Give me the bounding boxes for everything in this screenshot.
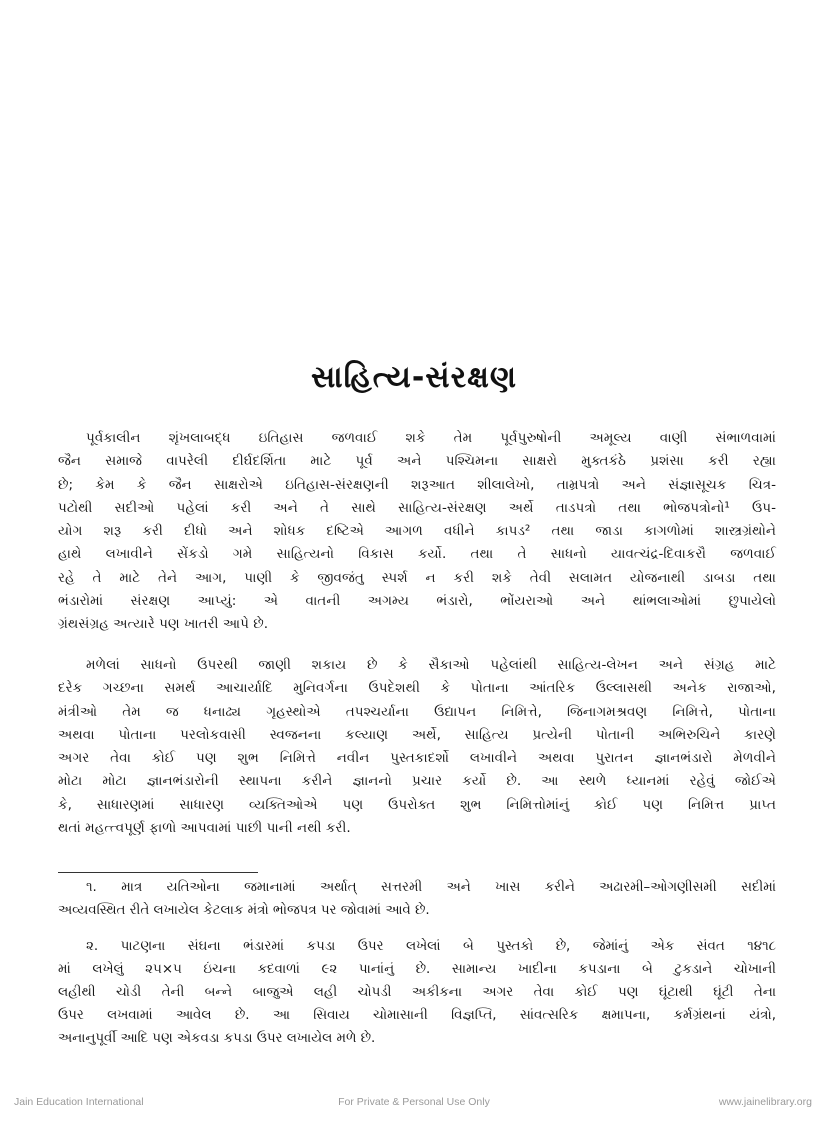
footnote-divider — [58, 872, 258, 873]
footnote-1 — [58, 876, 776, 922]
paragraph-line: અગર તેવા કોઈ પણ શુભ નિમિત્તે નવીન પુસ્તકાદર્શો લખાવીને અથવા પુરાતન જ્ઞાનભંડારો મેળવીને — [58, 750, 776, 767]
paragraph-line: પૂર્વકાલીન શૃંખલાબદ્ધ ઇતિહાસ જળવાઈ શકે તેમ પૂર્વપુરુષોની અમૂલ્ય વાણી સંભાળવામાં — [86, 430, 776, 446]
paragraph-line: મોટા મોટા જ્ઞાનભંડારોની સ્થાપના કરીને જ્ઞાનનો પ્રચાર કર્યો છે. આ સ્થળે ધ્યાનમાં રહેવું જોઈએ — [58, 773, 776, 790]
paragraph-1 — [58, 427, 776, 637]
paragraph-line: જૈન સમાજે વાપરેલી દીર્ઘદર્શિતા માટે પૂર્વ અને પશ્ચિમના સાક્ષરો મુક્તકંઠે પ્રશંસા કરી રહ્યા — [58, 453, 776, 470]
footnote-line: ૧. માત્ર યતિઓના જમાનામાં અર્થાત્ સત્તરમી અને ખાસ કરીને અઢારમી–ઓગણીસમી સદીમાં — [86, 880, 776, 895]
paragraph-line: રહે તે માટે તેને આગ, પાણી કે જીવજંતુ સ્પર્શ ન કરી શકે તેવી સલામત યોજનાથી ડાબડા તથા — [58, 569, 776, 586]
footnote-line: ઉપર લખવામાં આવેલ છે. આ સિવાય ચોમાસાની વિજ્ઞપ્તિ, સાંવત્સરિક ક્ષમાપના, કર્મગ્રંથનાં યંત્રો, — [58, 1008, 776, 1023]
footer-publisher: Jain Education International — [14, 1096, 144, 1108]
paragraph-line: થતાં મહત્ત્વપૂર્ણ ફાળો આપવામાં પાછી પાની નથી કરી. — [58, 820, 351, 837]
paragraph-line: હાથે લખાવીને સેંકડો ગમે સાહિત્યનો વિકાસ કર્યો. તથા તે સાધનો યાવત્ચંદ્ર-દિવાકરૌ જળવાઈ — [58, 546, 776, 563]
paragraph-2 — [58, 654, 776, 840]
footnote-line: માં લખેલું ૨૫×૫ ઇંચના કદવાળાં ૯૨ પાનાંનું છે. સામાન્ય ખાદીના કપડાના બે ટુકડાને ચોખાની — [58, 962, 776, 977]
page-title: સાહિત્ય-સંરક્ષણ — [310, 360, 518, 395]
paragraph-line: યોગ શરૂ કરી દીધો અને શોધક દષ્ટિએ આગળ વધીને કાપડ² તથા જાડા કાગળોમાં શાસ્ત્રગ્રંથોને — [58, 523, 776, 540]
footnote-line: અનાનુપૂર્વી આદિ પણ એકવડા કપડા ઉપર લખાયેલ મળે છે. — [58, 1031, 376, 1046]
footnote-line: ૨. પાટણના સંઘના ભંડારમાં કપડા ઉપર લખેલાં બે પુસ્તકો છે, જેમાંનું એક સંવત ૧૪૧૮ — [86, 939, 776, 954]
paragraph-line: કે, સાધારણમાં સાધારણ વ્યક્તિઓએ પણ ઉપરોક્ત શુભ નિમિત્તોમાંનું કોઈ પણ નિમિત્ત પ્રાપ્ત — [58, 796, 776, 813]
paragraph-line: મંત્રીઓ તેમ જ ધનાઢ્ય ગૃહસ્થોએ તપશ્ચર્યાના ઉદ્યાપન નિમિત્તે, જિનાગમશ્રવણ નિમિત્તે, પોતાના — [58, 703, 776, 720]
paragraph-line: મળેલાં સાધનો ઉપરથી જાણી શકાય છે કે સૈકાઓ પહેલાંથી સાહિત્ય-લેખન અને સંગ્રહ માટે — [86, 657, 776, 673]
paragraph-line: છે; કેમ કે જૈન સાક્ષરોએ ઇતિહાસ-સંરક્ષણની શરૂઆત શીલાલેખો, તામ્રપત્રો અને સંજ્ઞાસૂચક ચિત્ર- — [58, 476, 776, 493]
page-footer — [0, 1096, 828, 1116]
footer-usage-notice: For Private & Personal Use Only — [338, 1096, 490, 1108]
paragraph-line: ભંડારોમાં સંરક્ષણ આપ્યું: એ વાતની અગમ્ય ભંડારો, ભોંયરાઓ અને થાંભલાઓમાં છુપાયેલો — [58, 593, 776, 610]
paragraph-line: પટોથી સદીઓ પહેલાં કરી અને તે સાથે સાહિત્ય-સંરક્ષણ અર્થે તાડપત્રો તથા ભોજપત્રોનો¹ ઉપ- — [58, 499, 776, 516]
paragraph-line: ગ્રંથસંગ્રહ અત્યારે પણ ખાતરી આપે છે. — [58, 616, 269, 633]
paragraph-line: અથવા પોતાના પરલોકવાસી સ્વજનના કલ્યાણ અર્થે, સાહિત્ય પ્રત્યેની પોતાની અભિરુચિને કારણે — [58, 726, 776, 743]
paragraph-line: દરેક ગચ્છના સમર્થ આચાર્યાદિ મુનિવર્ગના ઉપદેશથી કે પોતાના આંતરિક ઉલ્લાસથી અનેક રાજાઓ, — [58, 680, 776, 697]
footnote-2 — [58, 935, 776, 1050]
footer-website-link[interactable]: www.jainelibrary.org — [718, 1096, 812, 1108]
footnote-line: લહીથી ચોડી તેની બન્ને બાજુએ લહી ચોપડી અકીકના અગર તેવા કોઈ પણ ઘૂંટાથી ઘૂંટી તેના — [58, 985, 776, 1000]
footnote-line: અવ્યવસ્થિત રીતે લખાયેલ કેટલાક મંત્રો ભોજપત્ર પર જોવામાં આવે છે. — [58, 903, 430, 918]
